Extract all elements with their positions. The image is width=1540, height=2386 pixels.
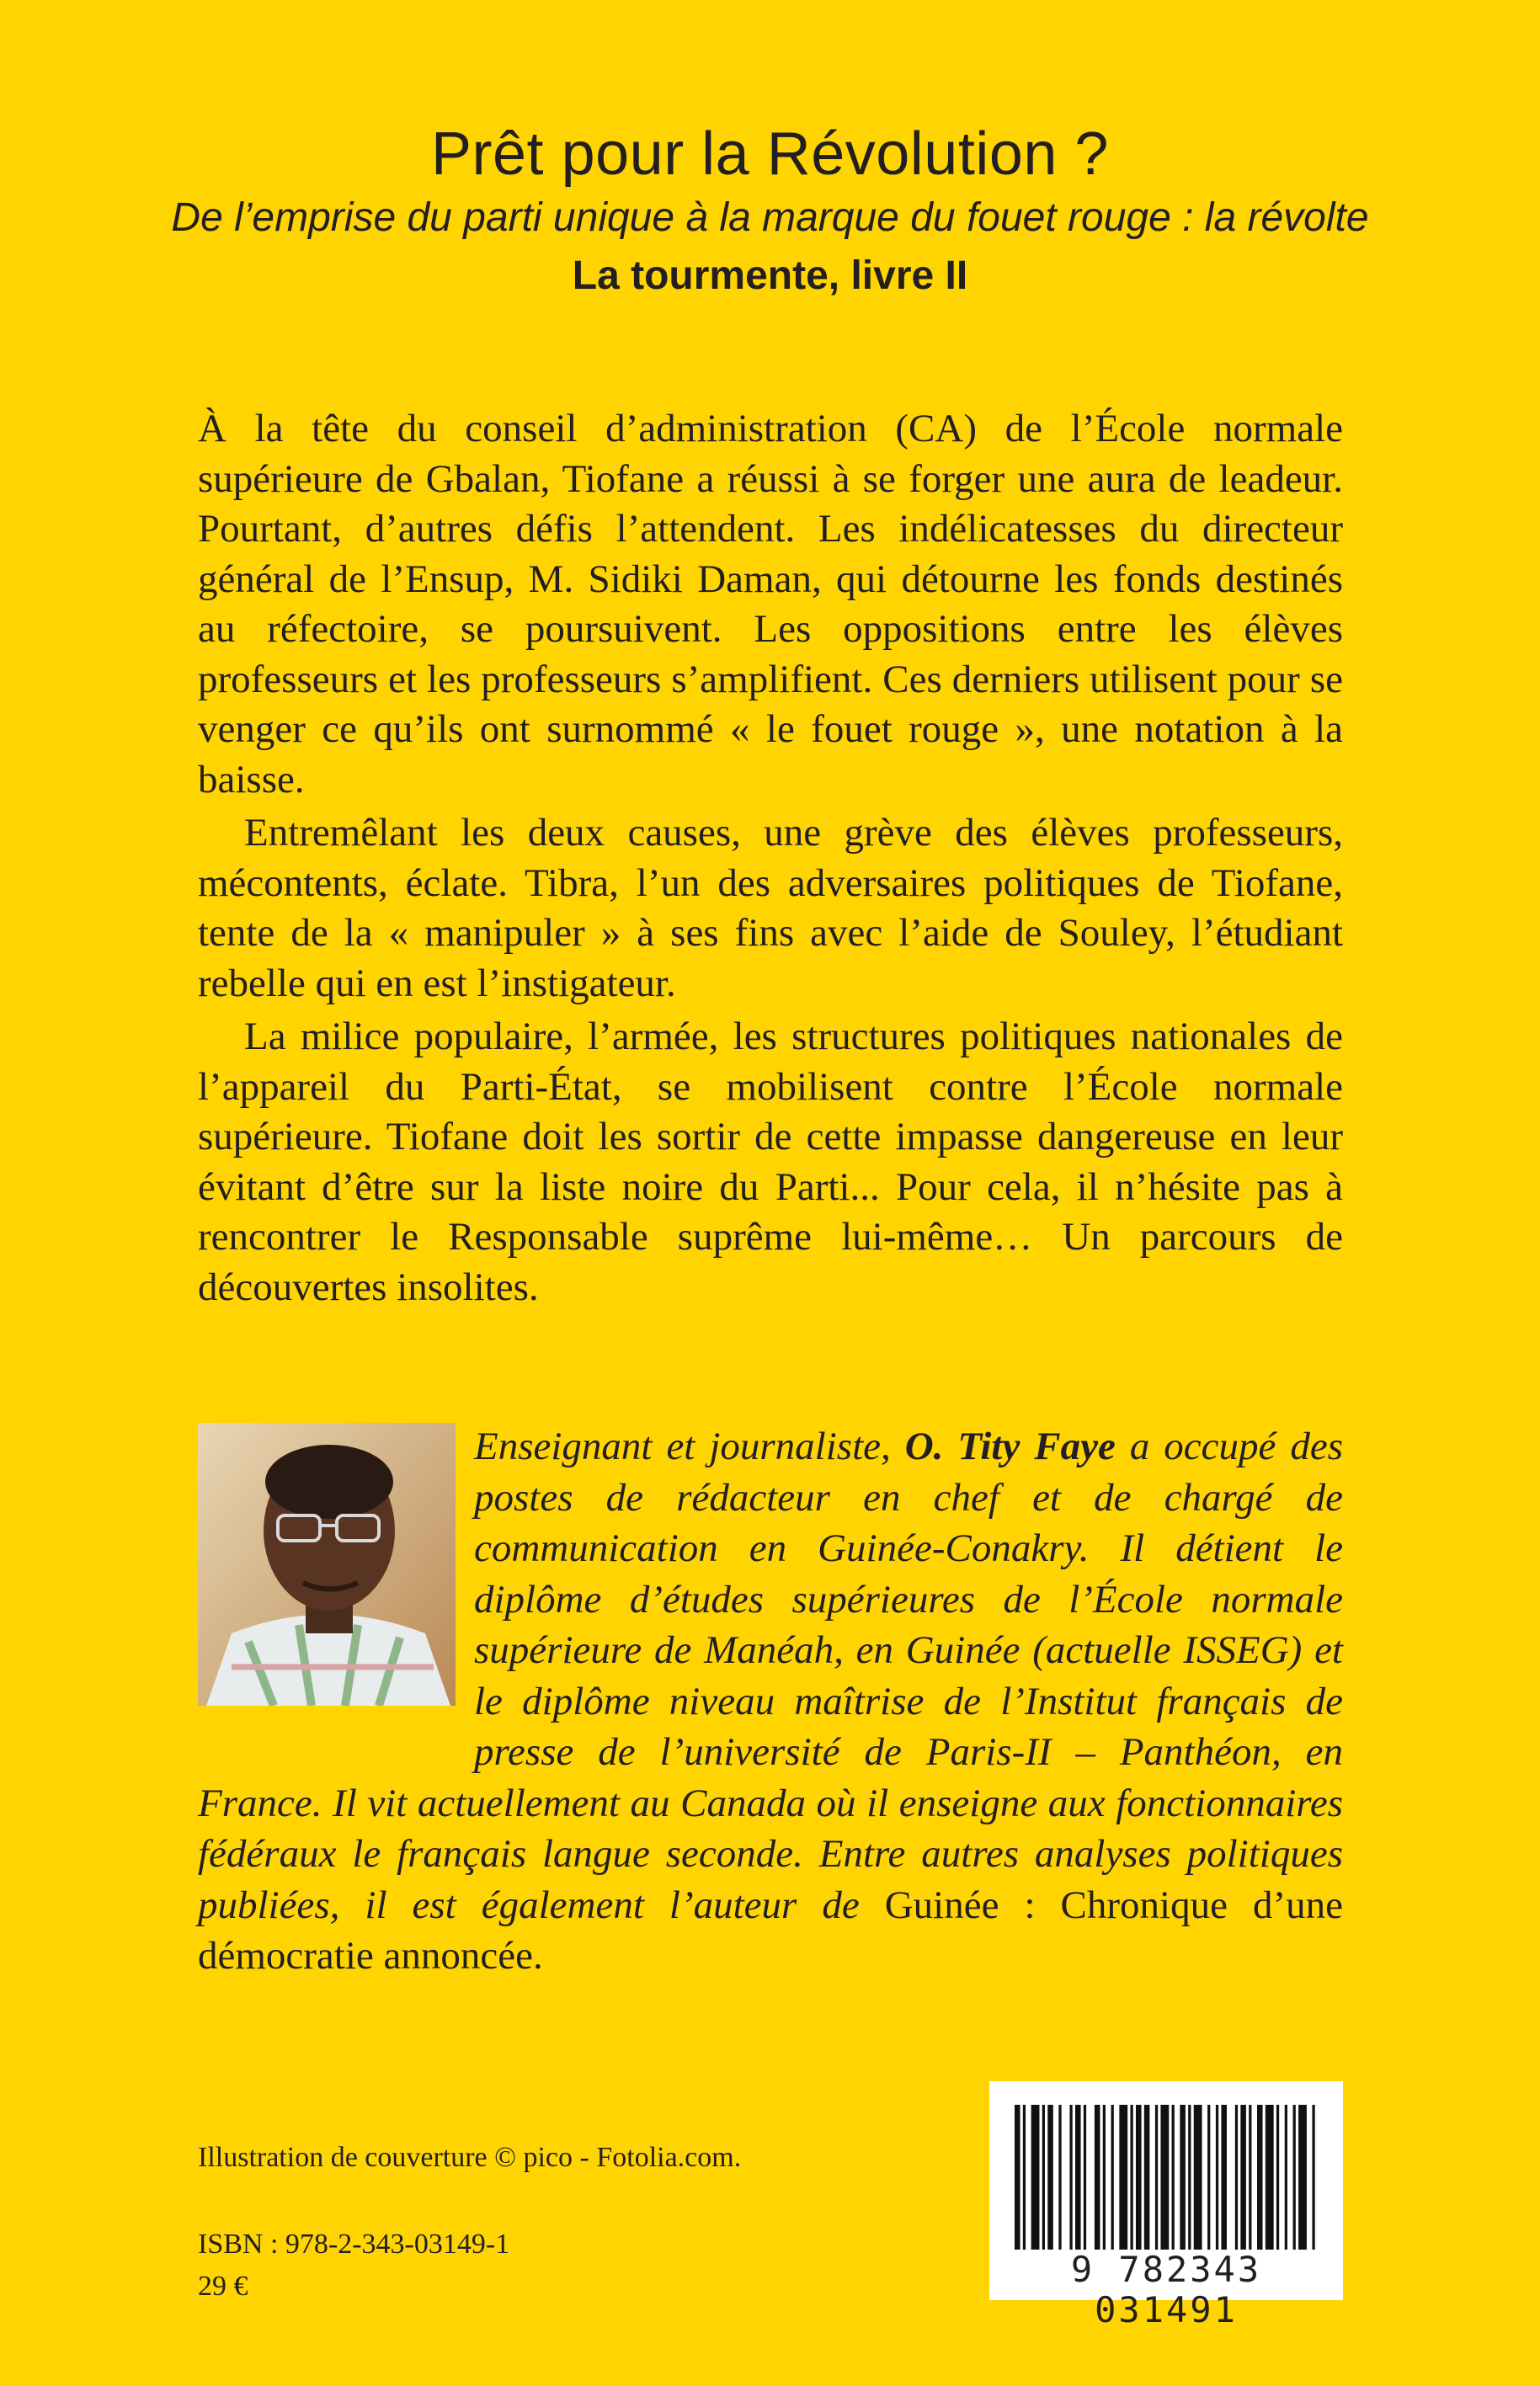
barcode-bar bbox=[1249, 2105, 1251, 2250]
barcode-bar bbox=[1058, 2105, 1061, 2250]
barcode-bar bbox=[1031, 2105, 1040, 2250]
barcode-bar bbox=[1103, 2105, 1106, 2250]
barcode-bar bbox=[1188, 2105, 1191, 2250]
barcode-bar bbox=[1235, 2105, 1238, 2250]
barcode-bar bbox=[1136, 2105, 1142, 2250]
barcode-bar bbox=[1111, 2105, 1114, 2250]
barcode-bar bbox=[1312, 2105, 1314, 2250]
barcode-bar bbox=[1194, 2105, 1202, 2250]
cover-credits: Illustration de couverture © pico - Fotolia.com. bbox=[198, 2142, 742, 2173]
author-bio bbox=[198, 1421, 1343, 1982]
barcode-bar bbox=[1257, 2105, 1263, 2250]
barcode-bar bbox=[1266, 2105, 1274, 2250]
barcode-bar bbox=[1155, 2105, 1158, 2250]
barcode-bar bbox=[1095, 2105, 1100, 2250]
barcode-bar bbox=[1047, 2105, 1053, 2250]
blurb-paragraph: Entremêlant les deux causes, une grève des élèves professeurs, mécontents, éclate. Tibra, l’un des adversaires politiques de Tiofane, tente de la « manipuler » à ses fins avec l’aide de Souley, l’étudiant rebelle qui en est l’instigateur. bbox=[198, 811, 1343, 1005]
price: 29 € bbox=[198, 2271, 248, 2302]
barcode-bar bbox=[1207, 2105, 1210, 2250]
bio-body: a occupé des postes de rédacteur en chef et de chargé de communication en Guinée-Conakry. Il détient le diplôme d’études supérieures de l’École normale supérieure de Manéah, en Guinée (actuelle ISSEG) et le diplôme niveau maîtrise de l’Institut français de presse de l’université de Paris-II – Panthéon, en France. Il vit actuellement au Canada où il enseigne aux fonctionnaires fédéraux le français langue seconde. Entre autres analyses politiques publiées, il est également l’auteur de bbox=[198, 1425, 1343, 1927]
barcode-bar bbox=[1221, 2105, 1227, 2250]
barcode-bar bbox=[1015, 2105, 1020, 2250]
barcode-bar bbox=[1042, 2105, 1045, 2250]
barcode-bar bbox=[1075, 2105, 1081, 2250]
barcode bbox=[989, 2081, 1343, 2330]
back-cover-blurb bbox=[198, 404, 1343, 1313]
author-name: O. Tity Faye bbox=[904, 1425, 1116, 1468]
barcode-bar bbox=[1172, 2105, 1175, 2250]
barcode-bar bbox=[1130, 2105, 1132, 2250]
barcode-bar bbox=[1023, 2105, 1026, 2250]
book-title: Prêt pour la Révolution ? bbox=[431, 120, 1109, 188]
blurb-paragraph: La milice populaire, l’armée, les structures politiques nationales de l’appareil du Parti-État, se mobilisent contre l’École normale supérieure. Tiofane doit les sortir de cette impasse dangereuse en leur évitant d’être sur la liste noire du Parti... Pour cela, il n’hésite pas à rencontrer le Responsable suprême lui-même… Un parcours de découvertes insolites. bbox=[198, 1015, 1343, 1309]
barcode-bar bbox=[1240, 2105, 1246, 2250]
barcode-bars bbox=[1015, 2105, 1318, 2250]
cover-header bbox=[0, 118, 1540, 306]
barcode-bar bbox=[1276, 2105, 1279, 2250]
bio-intro: Enseignant et journaliste, bbox=[474, 1425, 905, 1468]
previous-book-title: Guinée : Chronique d’une démocratie annoncée. bbox=[198, 1883, 1343, 1978]
barcode-bar bbox=[1144, 2105, 1150, 2250]
barcode-digits: 9 782343 031491 bbox=[1070, 2249, 1262, 2330]
photo-spacer bbox=[198, 1421, 456, 1728]
barcode-bar bbox=[1069, 2105, 1072, 2250]
book-subtitle: De l’emprise du parti unique à la marque du fouet rouge : la révolte bbox=[171, 195, 1369, 240]
barcode-bar bbox=[1216, 2105, 1218, 2250]
blurb-paragraph: À la tête du conseil d’administration (CA) de l’École normale supérieure de Gbalan, Tiofane a réussi à se forger une aura de leadeur. Pourtant, d’autres défis l’attendent. Les indélicatesses du directeur général de l’Ensup, M. Sidiki Daman, qui détourne les fonds destinés au réfectoire, se poursuivent. Les oppositions entre les élèves professeurs et les professeurs s’amplifient. Ces derniers utilisent pour se venger ce qu’ils ont surnommé « le fouet rouge », une notation à la baisse. bbox=[198, 407, 1343, 802]
isbn: ISBN : 978-2-343-03149-1 bbox=[198, 2229, 510, 2260]
barcode-bar bbox=[1084, 2105, 1086, 2250]
barcode-bar bbox=[1180, 2105, 1186, 2250]
series-label: La tourmente, livre II bbox=[572, 253, 968, 298]
barcode-bar bbox=[1160, 2105, 1169, 2250]
barcode-bar bbox=[1293, 2105, 1296, 2250]
barcode-bar bbox=[1119, 2105, 1127, 2250]
barcode-bar bbox=[1298, 2105, 1307, 2250]
barcode-bar bbox=[1285, 2105, 1287, 2250]
